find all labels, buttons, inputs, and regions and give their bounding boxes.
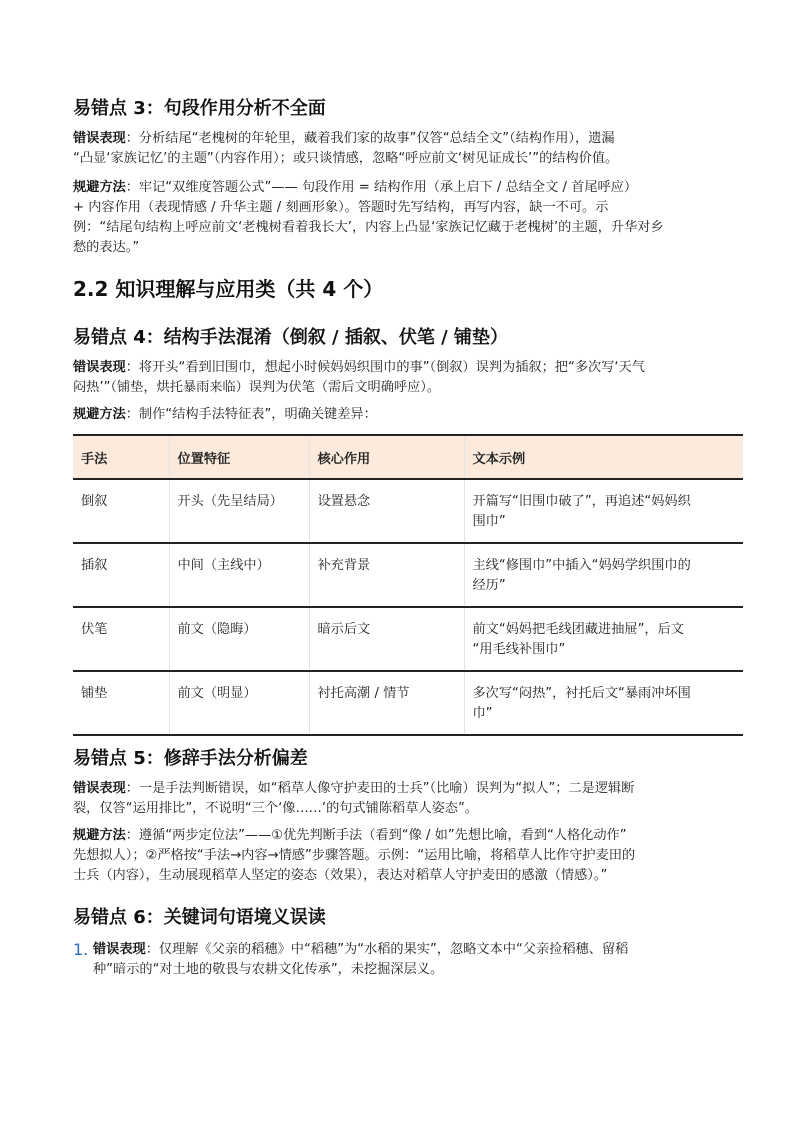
err5-avoid-paragraph: [73, 826, 753, 886]
err5-avoid-label: 规避方法: [73, 828, 126, 843]
cell-line: 前文“妈妈把毛线团藏进抽屉”，后文: [472, 622, 684, 637]
err5-wrong-line1: [73, 779, 753, 799]
err6-heading: 易错点 6：关键词句语境义误读: [73, 907, 326, 928]
table-cell: 铺垫: [73, 671, 169, 735]
list-number: 1.: [73, 940, 89, 959]
table-cell: [464, 607, 743, 671]
table-cell: [464, 543, 743, 607]
err5-avoid-text1: ：遵循“两步定位法”——①优先判断手法（看到“像 / 如”先想比喻，看到“人格化动作”: [125, 828, 627, 843]
table-header-cell: 位置特征: [169, 435, 309, 479]
table-row: [73, 479, 743, 543]
err3-avoid-line4: 愁的表达。”: [73, 240, 140, 255]
err6-wrong-label: 错误表现: [93, 942, 146, 957]
err6-item-line2: 种”暗示的“对土地的敬畏与农耕文化传承”，未挖掘深层义。: [93, 962, 444, 977]
err5-avoid-line2: 先想拟人）；②严格按“手法→内容→情感”步骤答题。示例：“运用比喻，将稻草人比作守护麦田的: [73, 848, 636, 863]
err6-item-line1: [93, 940, 753, 960]
section-heading: 2.2 知识理解与应用类（共 4 个）: [73, 277, 384, 301]
structure-technique-table: [73, 434, 743, 736]
cell-line: “用毛线补围巾”: [472, 642, 566, 657]
err6-list-item: [73, 940, 753, 980]
err4-avoid-label: 规避方法: [73, 407, 126, 422]
err3-avoid-line2: + 内容作用（表现情感 / 升华主题 / 刻画形象）。答题时先写结构，再写内容，缺一不可。示: [73, 200, 609, 215]
table-cell: 暗示后文: [309, 607, 464, 671]
table-header-cell: 核心作用: [309, 435, 464, 479]
err4-avoid-text: ：制作“结构手法特征表”，明确关键差异：: [125, 407, 377, 422]
cell-line: 主线“修围巾”中插入“妈妈学织围巾的: [472, 558, 691, 573]
err4-wrong-label: 错误表现: [73, 360, 126, 375]
cell-line: 巾”: [472, 706, 493, 721]
table-cell: 开头（先呈结局）: [169, 479, 309, 543]
table-header-row: [73, 435, 743, 479]
table-cell: 插叙: [73, 543, 169, 607]
err3-wrong-line2: “凸显‘家族记忆’的主题”（内容作用）；或只谈情感，忽略“呼应前文‘树见证成长’”的结构价值。: [73, 151, 619, 166]
table-cell: 前文（隐晦）: [169, 607, 309, 671]
err3-wrong-text1: ：分析结尾“老槐树的年轮里，藏着我们家的故事”仅答“总结全文”（结构作用），遗漏: [125, 131, 615, 146]
table-row: [73, 607, 743, 671]
cell-line: 开篇写“旧围巾破了”，再追述“妈妈织: [472, 494, 691, 509]
table-cell: 设置悬念: [309, 479, 464, 543]
err4-heading: 易错点 4：结构手法混淆（倒叙 / 插叙、伏笔 / 铺垫）: [73, 327, 509, 348]
err3-wrong-paragraph: [73, 129, 753, 169]
err3-avoid-paragraph: [73, 178, 753, 258]
err3-avoid-line1: [73, 178, 753, 198]
err5-wrong-paragraph: [73, 779, 753, 819]
table-cell: 中间（主线中）: [169, 543, 309, 607]
err5-avoid-line3: 士兵（内容），生动展现稻草人坚定的姿态（效果），表达对稻草人守护麦田的感激（情感）。”: [73, 868, 608, 883]
table-header-cell: 文本示例: [464, 435, 743, 479]
err4-wrong-paragraph: [73, 358, 753, 398]
cell-line: 多次写“闷热”，衬托后文“暴雨冲坏围: [472, 686, 691, 701]
table-cell: 衬托高潮 / 情节: [309, 671, 464, 735]
err5-avoid-line1: [73, 826, 753, 846]
err5-wrong-line2: 裂，仅答“运用排比”，不说明“三个‘像……’的句式铺陈稻草人姿态”。: [73, 801, 478, 816]
table-row: [73, 671, 743, 735]
err3-avoid-text1: ：牢记“双维度答题公式”—— 句段作用 = 结构作用（承上启下 / 总结全文 / 首尾呼应）: [125, 180, 638, 195]
table-cell: 前文（明显）: [169, 671, 309, 735]
err4-avoid-paragraph: [73, 405, 377, 425]
err4-wrong-line2: 闷热’”（铺垫，烘托暴雨来临）误判为伏笔（需后文明确呼应）。: [73, 380, 441, 395]
err3-heading: 易错点 3：句段作用分析不全面: [73, 98, 326, 119]
table-cell: 伏笔: [73, 607, 169, 671]
err3-wrong-line1: [73, 129, 753, 149]
cell-line: 经历”: [472, 578, 506, 593]
table-row: [73, 543, 743, 607]
err3-avoid-label: 规避方法: [73, 180, 126, 195]
err3-wrong-label: 错误表现: [73, 131, 126, 146]
err5-wrong-text1: ：一是手法判断错误，如“稻草人像守护麦田的士兵”（比喻）误判为“拟人”；二是逻辑断: [125, 781, 635, 796]
err6-wrong-text1: ：仅理解《父亲的稻穗》中“稻穗”为“水稻的果实”，忽略文本中“父亲捡稻穗、留稻: [145, 942, 629, 957]
err3-avoid-line3: 例：“结尾句结构上呼应前文‘老槐树看着我长大’，内容上凸显‘家族记忆藏于老槐树’的主题，升华对乡: [73, 220, 664, 235]
table-cell: 补充背景: [309, 543, 464, 607]
err5-heading: 易错点 5：修辞手法分析偏差: [73, 748, 308, 769]
table-cell: 倒叙: [73, 479, 169, 543]
table-header-cell: 手法: [73, 435, 169, 479]
cell-line: 围巾”: [472, 514, 506, 529]
err5-wrong-label: 错误表现: [73, 781, 126, 796]
err4-wrong-line1: [73, 358, 753, 378]
err4-wrong-text1: ：将开头“看到旧围巾，想起小时候妈妈织围巾的事”（倒叙）误判为插叙；把“多次写‘天气: [125, 360, 645, 375]
table-cell: [464, 479, 743, 543]
table-cell: [464, 671, 743, 735]
